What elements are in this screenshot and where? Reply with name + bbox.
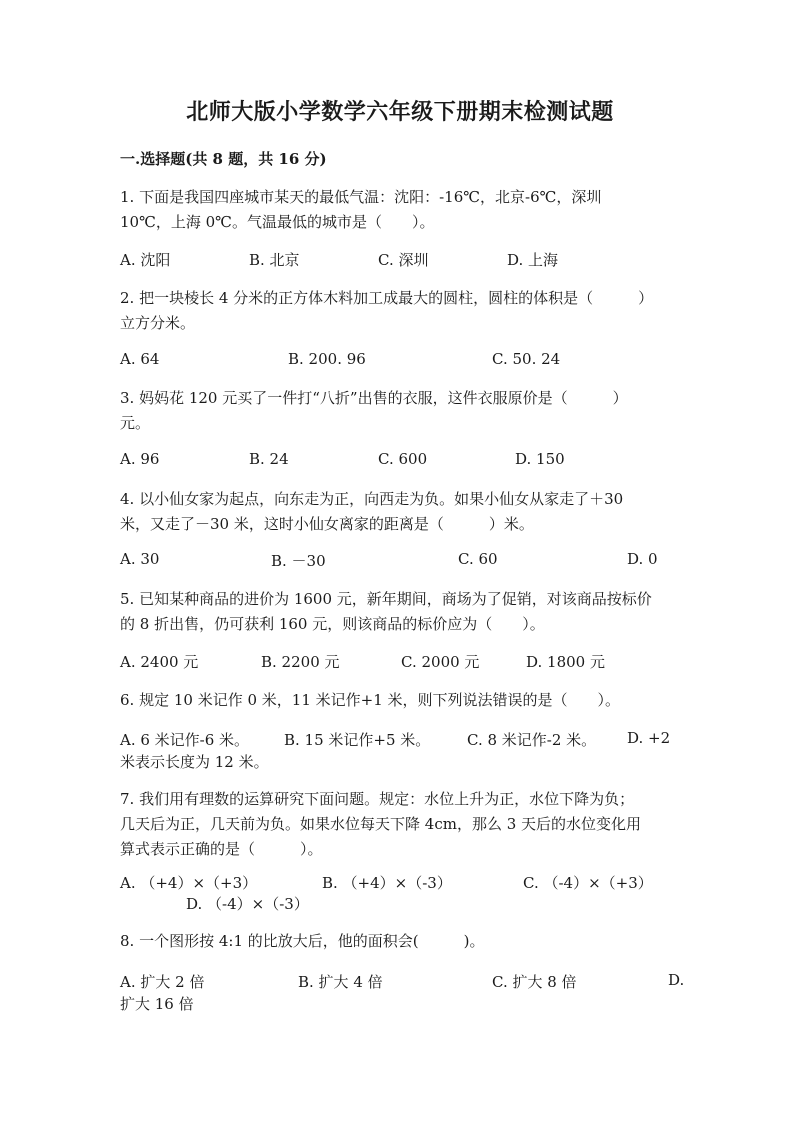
section-heading: 一.选择题(共 8 题，共 16 分) xyxy=(120,150,327,168)
question-5-option-b[interactable]: B. 2200 元 xyxy=(261,653,340,671)
question-4-option-b[interactable]: B. －30 xyxy=(271,552,326,570)
question-8-option-d[interactable]: D. xyxy=(668,971,685,989)
question-7-option-d[interactable]: D. （-4）×（-3） xyxy=(186,895,309,913)
question-5-stem xyxy=(120,587,680,637)
question-2-option-c[interactable]: C. 50. 24 xyxy=(492,350,561,368)
question-2-stem xyxy=(120,286,680,336)
question-8-option-c[interactable]: C. 扩大 8 倍 xyxy=(492,973,577,991)
question-7-stem xyxy=(120,787,680,862)
question-5-option-d[interactable]: D. 1800 元 xyxy=(526,653,605,671)
question-6-line-1: 6. 规定 10 米记作 0 米，11 米记作+1 米，则下列说法错误的是（ ）。 xyxy=(120,691,621,709)
question-7-option-b[interactable]: B. （+4）×（-3） xyxy=(322,874,452,892)
question-5-line-1: 5. 已知某种商品的进价为 1600 元，新年期间，商场为了促销，对该商品按标价 xyxy=(120,590,652,608)
question-1-stem xyxy=(120,185,680,235)
question-7-line-2: 几天后为正，几天前为负。如果水位每天下降 4cm，那么 3 天后的水位变化用 xyxy=(120,815,642,833)
question-3-line-2: 元。 xyxy=(120,414,151,432)
question-7-option-c[interactable]: C. （-4）×（+3） xyxy=(523,874,653,892)
question-8-stem xyxy=(120,929,680,954)
question-6-option-d-continued[interactable]: 米表示长度为 12 米。 xyxy=(120,753,269,771)
question-5-option-c[interactable]: C. 2000 元 xyxy=(401,653,480,671)
question-3-option-d[interactable]: D. 150 xyxy=(515,450,565,468)
question-4-line-2: 米，又走了－30 米，这时小仙女离家的距离是（ ）米。 xyxy=(120,515,534,533)
question-6-option-b[interactable]: B. 15 米记作+5 米。 xyxy=(284,731,431,749)
question-7-line-3: 算式表示正确的是（ ）。 xyxy=(120,840,323,858)
question-1-line-2: 10℃，上海 0℃。气温最低的城市是（ ）。 xyxy=(120,213,435,231)
question-4-option-a[interactable]: A. 30 xyxy=(120,550,160,568)
question-4-option-c[interactable]: C. 60 xyxy=(458,550,498,568)
question-8-option-a[interactable]: A. 扩大 2 倍 xyxy=(120,973,205,991)
question-6-stem xyxy=(120,688,680,713)
question-3-option-c[interactable]: C. 600 xyxy=(378,450,428,468)
question-6-option-a[interactable]: A. 6 米记作-6 米。 xyxy=(120,731,250,749)
question-2-line-2: 立方分米。 xyxy=(120,314,196,332)
question-2-line-1: 2. 把一块棱长 4 分米的正方体木料加工成最大的圆柱，圆柱的体积是（ ） xyxy=(120,289,654,307)
question-6-option-d[interactable]: D. +2 xyxy=(627,729,671,747)
question-5-line-2: 的 8 折出售，仍可获利 160 元，则该商品的标价应为（ ）。 xyxy=(120,615,545,633)
question-6-option-c[interactable]: C. 8 米记作-2 米。 xyxy=(467,731,597,749)
question-3-option-a[interactable]: A. 96 xyxy=(120,450,160,468)
question-2-option-b[interactable]: B. 200. 96 xyxy=(288,350,366,368)
question-8-option-d-continued[interactable]: 扩大 16 倍 xyxy=(120,995,194,1013)
question-5-option-a[interactable]: A. 2400 元 xyxy=(120,653,199,671)
question-1-line-1: 1. 下面是我国四座城市某天的最低气温：沈阳：-16℃，北京-6℃，深圳 xyxy=(120,188,602,206)
question-1-option-a[interactable]: A. 沈阳 xyxy=(120,251,171,269)
question-3-stem xyxy=(120,386,680,436)
question-2-option-a[interactable]: A. 64 xyxy=(120,350,160,368)
question-4-line-1: 4. 以小仙女家为起点，向东走为正，向西走为负。如果小仙女从家走了＋30 xyxy=(120,490,624,508)
question-1-option-d[interactable]: D. 上海 xyxy=(507,251,559,269)
question-1-option-b[interactable]: B. 北京 xyxy=(249,251,300,269)
question-1-option-c[interactable]: C. 深圳 xyxy=(378,251,429,269)
question-7-line-1: 7. 我们用有理数的运算研究下面问题。规定：水位上升为正，水位下降为负； xyxy=(120,790,635,808)
question-4-option-d[interactable]: D. 0 xyxy=(627,550,658,568)
exam-title: 北师大版小学数学六年级下册期末检测试题 xyxy=(186,99,614,125)
question-8-line-1: 8. 一个图形按 4:1 的比放大后，他的面积会( )。 xyxy=(120,932,485,950)
question-7-option-a[interactable]: A. （+4）×（+3） xyxy=(120,874,258,892)
question-4-stem xyxy=(120,487,680,537)
question-8-option-b[interactable]: B. 扩大 4 倍 xyxy=(298,973,383,991)
question-3-option-b[interactable]: B. 24 xyxy=(249,450,289,468)
question-3-line-1: 3. 妈妈花 120 元买了一件打“八折”出售的衣服，这件衣服原价是（ ） xyxy=(120,389,628,407)
